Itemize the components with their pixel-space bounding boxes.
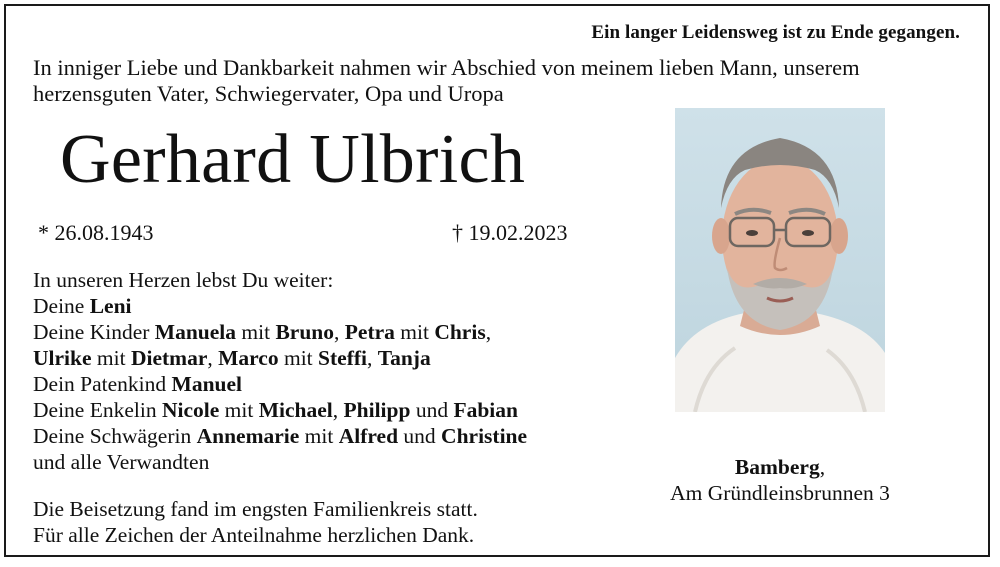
- address-street: Am Gründleinsbrunnen 3: [670, 481, 890, 505]
- family-name: Christine: [441, 424, 528, 448]
- family-heading: In unseren Herzen lebst Du weiter:: [33, 268, 334, 292]
- family-line: [33, 397, 633, 423]
- death-date: † 19.02.2023: [452, 220, 568, 245]
- family-name: Leni: [89, 294, 132, 318]
- portrait-illustration: [675, 108, 885, 412]
- intro-line-2: herzensguten Vater, Schwiegervater, Opa und Uropa: [33, 81, 504, 106]
- family-text: ,: [334, 320, 345, 344]
- family-name: Annemarie: [196, 424, 300, 448]
- family-text: und alle Verwandten: [33, 450, 210, 474]
- closing-line-2: Für alle Zeichen der Anteilnahme herzlichen Dank.: [33, 523, 475, 547]
- family-text: mit: [299, 424, 339, 448]
- family-name: Chris: [434, 320, 486, 344]
- address-city-suffix: ,: [819, 455, 826, 479]
- closing-text: [33, 496, 633, 548]
- family-name: Tanja: [377, 346, 431, 370]
- family-text: und: [410, 398, 454, 422]
- family-text: mit: [91, 346, 131, 370]
- family-line: [33, 293, 633, 319]
- family-text: ,: [207, 346, 219, 370]
- family-text: mit: [394, 320, 435, 344]
- family-name: Fabian: [453, 398, 518, 422]
- intro-text: [33, 55, 973, 107]
- family-text: Deine Kinder: [33, 320, 155, 344]
- address-city: Bamberg: [734, 455, 820, 479]
- family-text: Deine Schwägerin: [33, 424, 197, 448]
- family-line: [33, 319, 633, 345]
- family-text: ,: [332, 398, 344, 422]
- family-line: [33, 423, 633, 449]
- family-name: Dietmar: [130, 346, 208, 370]
- portrait-photo: [675, 108, 885, 412]
- family-text: Deine Enkelin: [33, 398, 162, 422]
- family-name: Marco: [218, 346, 279, 370]
- family-line: [33, 371, 633, 397]
- family-name: Bruno: [275, 320, 335, 344]
- intro-line-1: In inniger Liebe und Dankbarkeit nahmen wir Abschied von meinem lieben Mann, unserem: [33, 55, 860, 80]
- family-text: ,: [485, 320, 492, 344]
- closing-line-1: Die Beisetzung fand im engsten Familienkreis statt.: [33, 497, 478, 521]
- family-name: Alfred: [338, 424, 399, 448]
- family-name: Michael: [258, 398, 333, 422]
- family-list: [33, 267, 633, 475]
- family-name: Philipp: [343, 398, 411, 422]
- family-name: Petra: [344, 320, 395, 344]
- family-line: [33, 449, 633, 475]
- address-block: [640, 454, 920, 506]
- family-text: und: [398, 424, 442, 448]
- family-text: Deine: [33, 294, 90, 318]
- family-name: Manuela: [154, 320, 237, 344]
- family-line: [33, 345, 633, 371]
- family-name: Steffi: [318, 346, 367, 370]
- family-text: ,: [366, 346, 378, 370]
- motto: Ein langer Leidensweg ist zu Ende gegangen.: [591, 22, 960, 43]
- family-text: Dein Patenkind: [33, 372, 172, 396]
- family-name: Nicole: [161, 398, 220, 422]
- family-text: mit: [219, 398, 259, 422]
- family-text: mit: [236, 320, 276, 344]
- family-text: mit: [278, 346, 319, 370]
- family-name: Manuel: [171, 372, 243, 396]
- family-name: Ulrike: [33, 346, 92, 370]
- birth-date: * 26.08.1943: [38, 220, 154, 245]
- deceased-name: Gerhard Ulbrich: [60, 121, 526, 198]
